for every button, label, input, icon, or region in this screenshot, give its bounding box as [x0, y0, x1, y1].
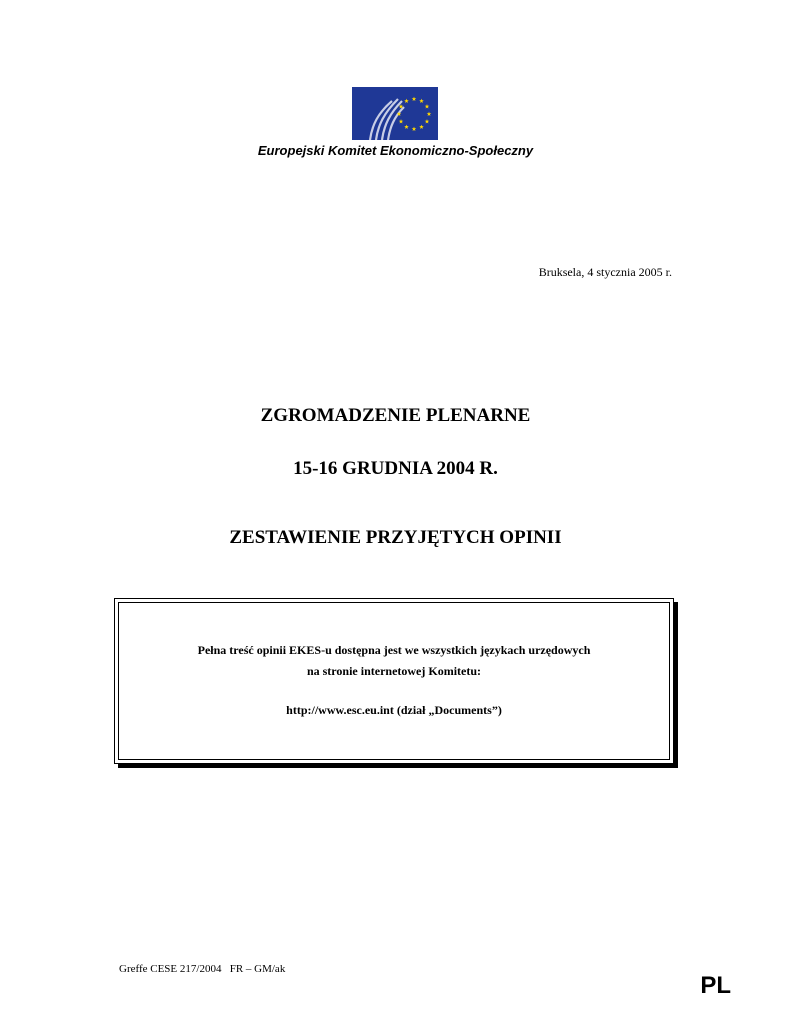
- notice-line-1: Pełna treść opinii EKES-u dostępna jest we wszystkich językach urzędowych: [197, 643, 591, 657]
- notice-inner-frame: [118, 602, 670, 760]
- eesc-logo-icon: [352, 87, 438, 140]
- footer-reference: Greffe CESE 217/2004 FR – GM/ak: [119, 963, 286, 975]
- title-session-dates: 15-16 GRUDNIA 2004 R.: [293, 458, 498, 479]
- document-date: Bruksela, 4 stycznia 2005 r.: [538, 265, 672, 279]
- notice-line-2: na stronie internetowej Komitetu:: [306, 664, 482, 678]
- title-adopted-opinions: ZESTAWIENIE PRZYJĘTYCH OPINII: [229, 527, 562, 548]
- notice-website-link[interactable]: http://www.esc.eu.int (dział „Documents”): [286, 703, 502, 717]
- title-plenary-session: ZGROMADZENIE PLENARNE: [260, 405, 531, 426]
- notice-box: [114, 598, 674, 764]
- organization-name: Europejski Komitet Ekonomiczno-Społeczny: [257, 143, 534, 158]
- language-code: PL: [700, 972, 731, 999]
